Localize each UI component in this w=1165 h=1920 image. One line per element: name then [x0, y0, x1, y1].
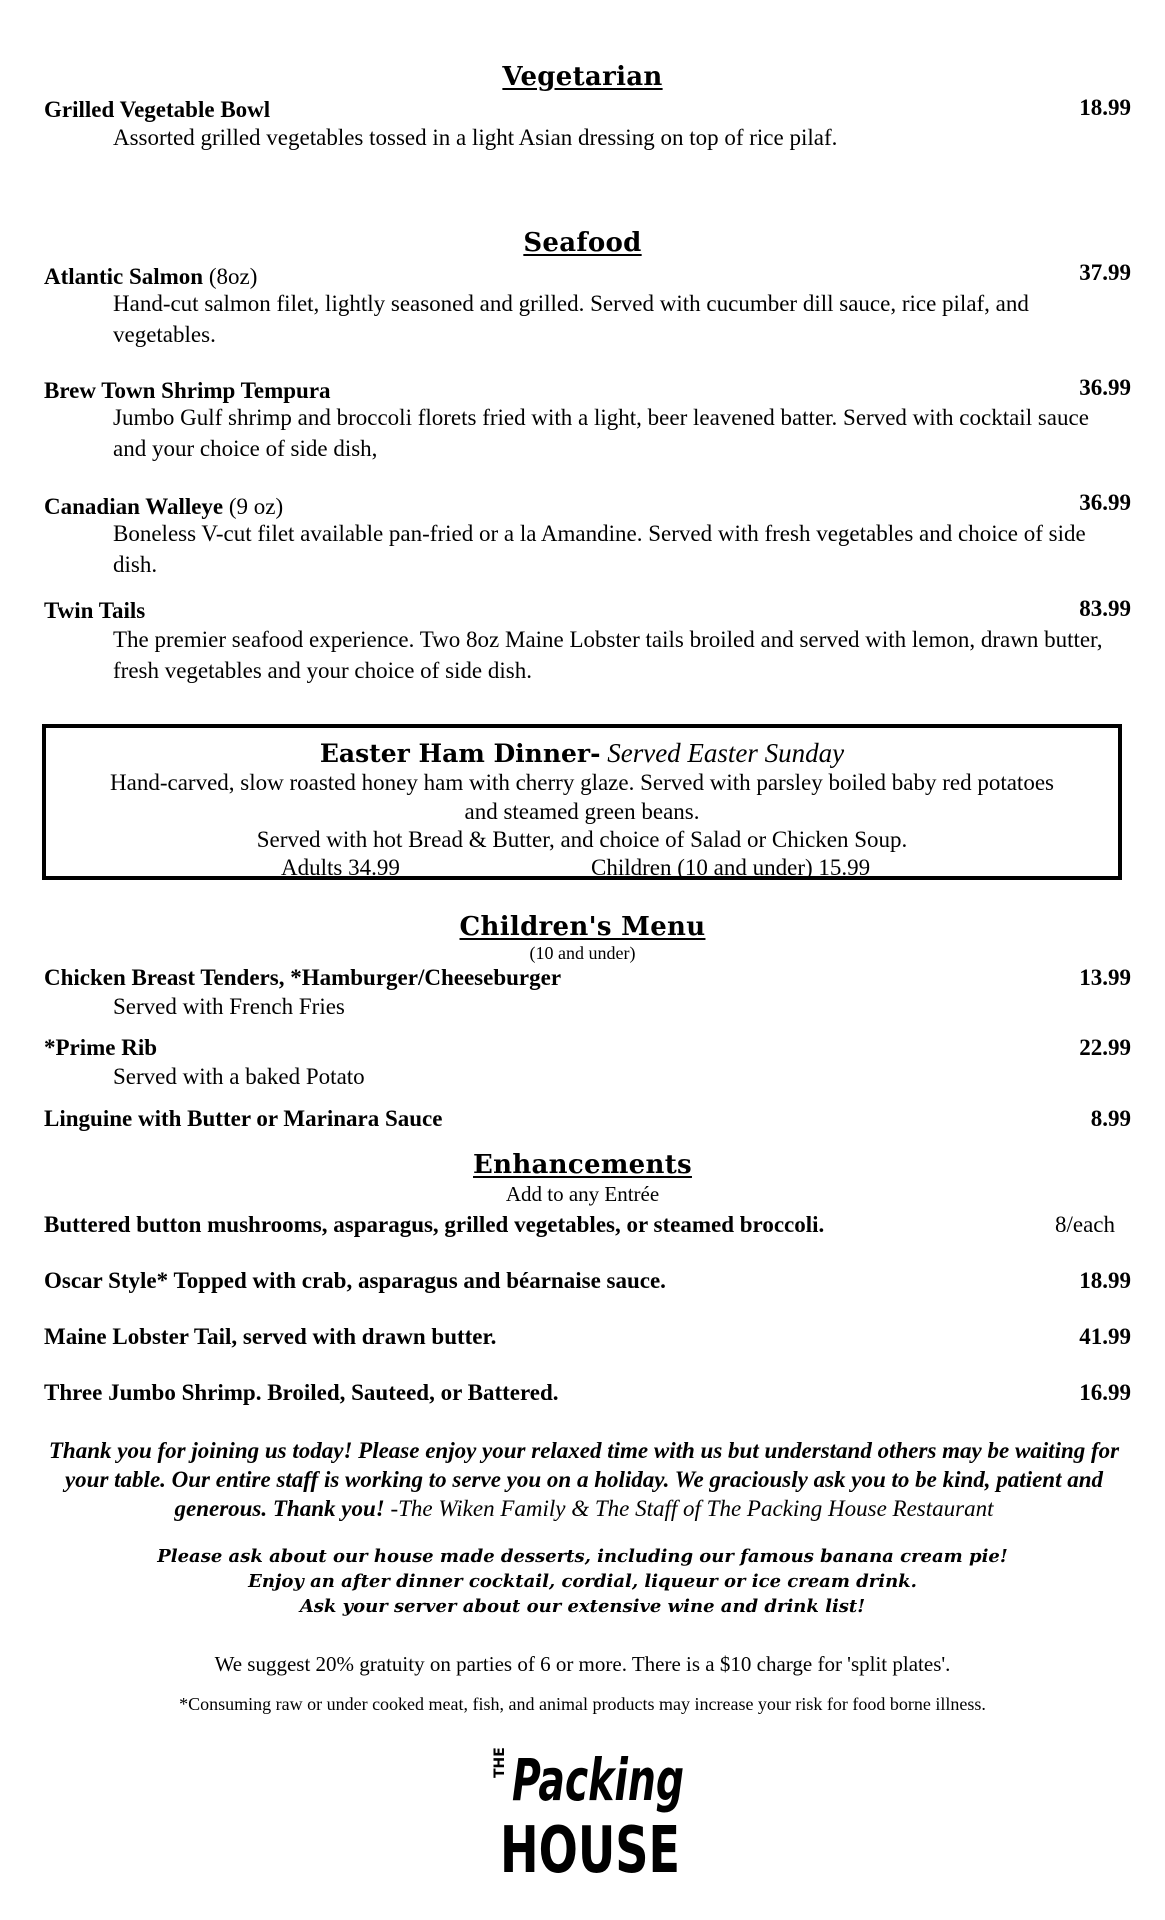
easter-ham-line-1: Hand-carved, slow roasted honey ham with cherry glaze. Served with parsley boiled baby red potatoes [110, 770, 1054, 795]
easter-ham-adults-price: Adults 34.99 [281, 855, 400, 880]
enhancement-item-price: 18.99 [1079, 1268, 1131, 1293]
vegetarian-heading: Vegetarian [502, 62, 663, 92]
desserts-line-3: Ask your server about our extensive wine and drink list! [299, 1596, 866, 1617]
menu-item-price: 22.99 [1079, 1035, 1131, 1060]
menu-item-price: 37.99 [1079, 260, 1131, 285]
menu-item-price: 13.99 [1079, 965, 1131, 990]
menu-item-description: The premier seafood experience. Two 8oz Maine Lobster tails broiled and served with lemon, drawn butter, fresh vegetables and your choice of side dish. [113, 627, 1103, 683]
menu-item-name: Canadian Walleye (9 oz) [44, 494, 284, 519]
enhancement-item-name: Oscar Style* Topped with crab, asparagus and béarnaise sauce. [44, 1268, 666, 1293]
easter-ham-children-price: Children (10 and under) 15.99 [591, 855, 871, 880]
easter-ham-line-3: Served with hot Bread & Butter, and choice of Salad or Chicken Soup. [256, 827, 908, 852]
desserts-line-1: Please ask about our house made desserts, including our famous banana cream pie! [157, 1546, 1008, 1567]
seafood-heading: Seafood [523, 228, 642, 258]
menu-item-description: Boneless V-cut filet available pan-fried or a la Amandine. Served with fresh vegetables and choice of side dish. [113, 521, 1086, 577]
menu-item-name: Brew Town Shrimp Tempura [44, 378, 331, 403]
childrens-menu-subtitle: (10 and under) [529, 943, 636, 963]
easter-ham-title: Easter Ham Dinner- Served Easter Sunday [319, 738, 845, 768]
thank-you-message: Thank you for joining us today! Please enjoy your relaxed time with us but understand others may be waiting for your table. Our entire staff is working to serve you on a holiday. We graciously ask you to be kind, patient and generous. Thank you! -The Wiken Family & The Staff of The Packing House Restaurant [48, 1438, 1120, 1521]
easter-ham-line-2: and steamed green beans. [464, 799, 700, 824]
logo-the-text: THE [492, 1747, 508, 1778]
enhancement-item-price: 41.99 [1079, 1324, 1131, 1349]
desserts-line-2: Enjoy an after dinner cocktail, cordial, liqueur or ice cream drink. [248, 1571, 917, 1592]
menu-item-name: *Prime Rib [44, 1035, 158, 1060]
enhancements-heading: Enhancements [473, 1150, 692, 1180]
packing-house-logo [490, 1732, 690, 1892]
menu-item-name: Atlantic Salmon (8oz) [44, 264, 258, 289]
menu-item-price: 36.99 [1079, 375, 1131, 400]
menu-item-price: 18.99 [1079, 95, 1131, 120]
menu-item-description: Served with French Fries [113, 994, 345, 1019]
menu-item-description: Hand-cut salmon filet, lightly seasoned and grilled. Served with cucumber dill sauce, rice pilaf, and vegetables. [113, 291, 1029, 347]
menu-item-name: Twin Tails [44, 598, 146, 623]
childrens-menu-heading: Children's Menu [459, 912, 706, 942]
menu-item-name: Chicken Breast Tenders, *Hamburger/Cheeseburger [44, 965, 562, 990]
menu-item-price: 83.99 [1079, 596, 1131, 621]
enhancements-subtitle: Add to any Entrée [505, 1182, 660, 1206]
menu-item-name: Linguine with Butter or Marinara Sauce [44, 1106, 443, 1131]
gratuity-note: We suggest 20% gratuity on parties of 6 or more. There is a $10 charge for 'split plates'. [214, 1652, 951, 1676]
menu-item-price: 8.99 [1090, 1106, 1131, 1131]
enhancement-item-price: 8/each [1054, 1212, 1115, 1237]
enhancement-item-price: 16.99 [1079, 1380, 1131, 1405]
menu-item-name: Grilled Vegetable Bowl [44, 97, 271, 122]
enhancement-item-name: Three Jumbo Shrimp. Broiled, Sauteed, or Battered. [44, 1380, 559, 1405]
menu-item-description: Jumbo Gulf shrimp and broccoli florets fried with a light, beer leavened batter. Served with cocktail sauce and your choice of side dish, [113, 405, 1089, 461]
enhancement-item-name: Maine Lobster Tail, served with drawn butter. [44, 1324, 497, 1349]
menu-item-description: Assorted grilled vegetables tossed in a light Asian dressing on top of rice pilaf. [113, 125, 838, 150]
easter-ham-box [42, 724, 1122, 880]
food-safety-warning: *Consuming raw or under cooked meat, fish, and animal products may increase your risk for food borne illness. [179, 1694, 986, 1714]
menu-item-description: Served with a baked Potato [113, 1064, 365, 1089]
logo-house-text: HOUSE [500, 1814, 680, 1888]
logo-packing-text: Packing [512, 1746, 684, 1814]
menu-item-price: 36.99 [1079, 490, 1131, 515]
enhancement-item-name: Buttered button mushrooms, asparagus, grilled vegetables, or steamed broccoli. [44, 1212, 825, 1237]
